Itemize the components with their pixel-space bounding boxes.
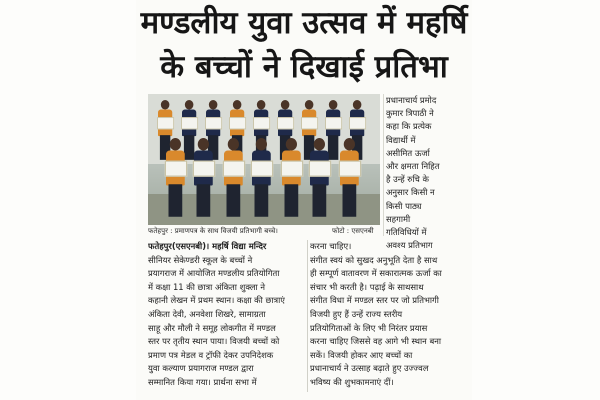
student-head <box>314 138 325 151</box>
group-photo <box>148 94 380 225</box>
student-legs <box>255 184 269 217</box>
left-column-line: सम्मानित किया गया। प्रार्थना सभा में <box>148 376 257 387</box>
student-head <box>344 138 355 151</box>
certificate <box>223 161 246 177</box>
student-legs <box>343 184 357 217</box>
certificate <box>339 161 362 177</box>
certificate <box>253 117 270 129</box>
newspaper-clipping <box>136 0 472 400</box>
certificate <box>165 161 188 177</box>
student-legs <box>197 184 211 217</box>
left-column-line: युवा कल्याण प्रयागराज मण्डल द्वारा <box>148 363 254 374</box>
right-column-line: और क्षमता निहित <box>386 161 440 172</box>
middle-column-line: प्रधानाचार्य ने उत्साह बढ़ाते हुए उज्ज्वल <box>310 363 429 374</box>
right-column-line: असीमित ऊर्जा <box>386 147 430 158</box>
right-column-line: अवश्य प्रतिभाग <box>386 240 433 251</box>
certificate <box>301 117 318 129</box>
right-column-line: कुमार त्रिपाठी ने <box>386 108 434 119</box>
student-head <box>256 138 267 151</box>
left-column-line: प्रमाण पत्र मेडल व ट्रॉफी देकर उपनिदेशक <box>148 349 274 360</box>
right-column-line: अनुसार किसी न <box>386 187 435 198</box>
middle-column-line: संचार भी करती है। पढ़ाई के साथसाथ <box>310 281 424 292</box>
middle-column-line: भविष्य की शुभकामनाएं दीं। <box>310 376 394 387</box>
student-head <box>185 100 194 110</box>
headline-line-2: के बच्चों ने दिखाई प्रतिभा <box>160 49 448 85</box>
student-head <box>257 100 266 110</box>
middle-column-line: संगीत स्वयं को सुखद अनुभूति देता है साथ <box>310 254 438 265</box>
student-head <box>233 100 242 110</box>
certificate <box>193 161 216 177</box>
student-head <box>170 138 181 151</box>
right-column-line: सहगामी <box>386 213 411 224</box>
certificate <box>349 117 366 129</box>
student-legs <box>169 184 183 217</box>
certificate <box>157 117 174 129</box>
right-column-line: विद्यार्थी में <box>386 134 416 145</box>
left-column-line: कहानी लेखन में प्रथम स्थान। कक्षा की छात्राएं <box>148 295 285 306</box>
student-head <box>209 100 218 110</box>
certificate <box>281 161 304 177</box>
right-column-line: प्रधानाचार्य प्रमोद <box>386 95 437 105</box>
certificate <box>205 117 222 129</box>
right-column-line: है उन्हें रुचि के <box>386 174 429 185</box>
student-head <box>198 138 209 151</box>
left-column-line: सीनियर सेकेण्डरी स्कूल के बच्चों ने <box>148 254 253 265</box>
middle-column-line: संगीत विधा में मण्डल स्तर पर जो प्रतिभागी <box>310 295 439 306</box>
student-legs <box>313 184 327 217</box>
certificate <box>181 117 198 129</box>
student-head <box>305 100 314 110</box>
certificate <box>251 161 274 177</box>
left-column-text <box>148 240 306 390</box>
certificate <box>277 117 294 129</box>
left-column-line: प्रयागराज में आयोजित मण्डलीय प्रतियोगिता <box>148 268 280 279</box>
student-legs <box>285 184 299 217</box>
middle-column-line: ही सम्पूर्ण वातावरण में सकारात्मक ऊर्जा का <box>310 268 442 279</box>
student-legs <box>328 135 338 160</box>
certificate <box>325 117 342 129</box>
middle-column-line: करना चाहिए जिससे वह आगे भी स्थान बना <box>310 336 442 347</box>
right-column-line: गतिविधियों में <box>386 227 427 238</box>
student-head <box>281 100 290 110</box>
headline-line-1: मण्डलीय युवा उत्सव में महर्षि <box>140 5 468 41</box>
right-column-text <box>386 94 466 252</box>
student-head <box>228 138 239 151</box>
middle-column-line: विजयी हुए हैं उन्हें राज्य स्तरीय <box>310 308 403 319</box>
dateline: फतेहपुर(एसएनबी)। महर्षि विद्या मन्दिर <box>148 241 267 251</box>
student-head <box>353 100 362 110</box>
middle-column-line: प्रतियोगिताओं के लिए भी निरंतर प्रयास <box>310 322 428 333</box>
student-head <box>161 100 170 110</box>
left-column-line: अंकिता देवी, अनवेशा शिखरे, सामाग्रता <box>148 308 266 319</box>
certificate <box>229 117 246 129</box>
left-column-line: स्तर पर तृतीय स्थान पाया। विजयी बच्चों को <box>148 336 280 347</box>
student-legs <box>227 184 241 217</box>
column-divider-top <box>383 94 384 236</box>
right-column-line: किसी पाठ्य <box>386 200 422 211</box>
photo-caption: फतेहपुर : प्रमाणपत्र के साथ विजयी प्रतिभागी बच्चे। <box>148 227 278 235</box>
middle-column-text <box>310 240 468 390</box>
middle-column-line: सकें। विजयी होकर आए बच्चों का <box>310 349 413 360</box>
certificate <box>309 161 332 177</box>
right-column-line: कहा कि प्रत्येक <box>386 121 432 132</box>
middle-column-line: करना चाहिए। <box>310 241 352 251</box>
left-column-line: साहू और मौली ने समूह लोकगीत में मण्डल <box>148 322 276 333</box>
left-column-line: में कक्षा 11 की छात्रा अंकिता शुक्ला ने <box>148 281 266 292</box>
student-legs <box>184 135 194 160</box>
column-divider-bottom <box>307 240 308 392</box>
student-head <box>286 138 297 151</box>
photo-credit: फोटो : एसएनबी <box>332 227 374 235</box>
student-head <box>329 100 338 110</box>
